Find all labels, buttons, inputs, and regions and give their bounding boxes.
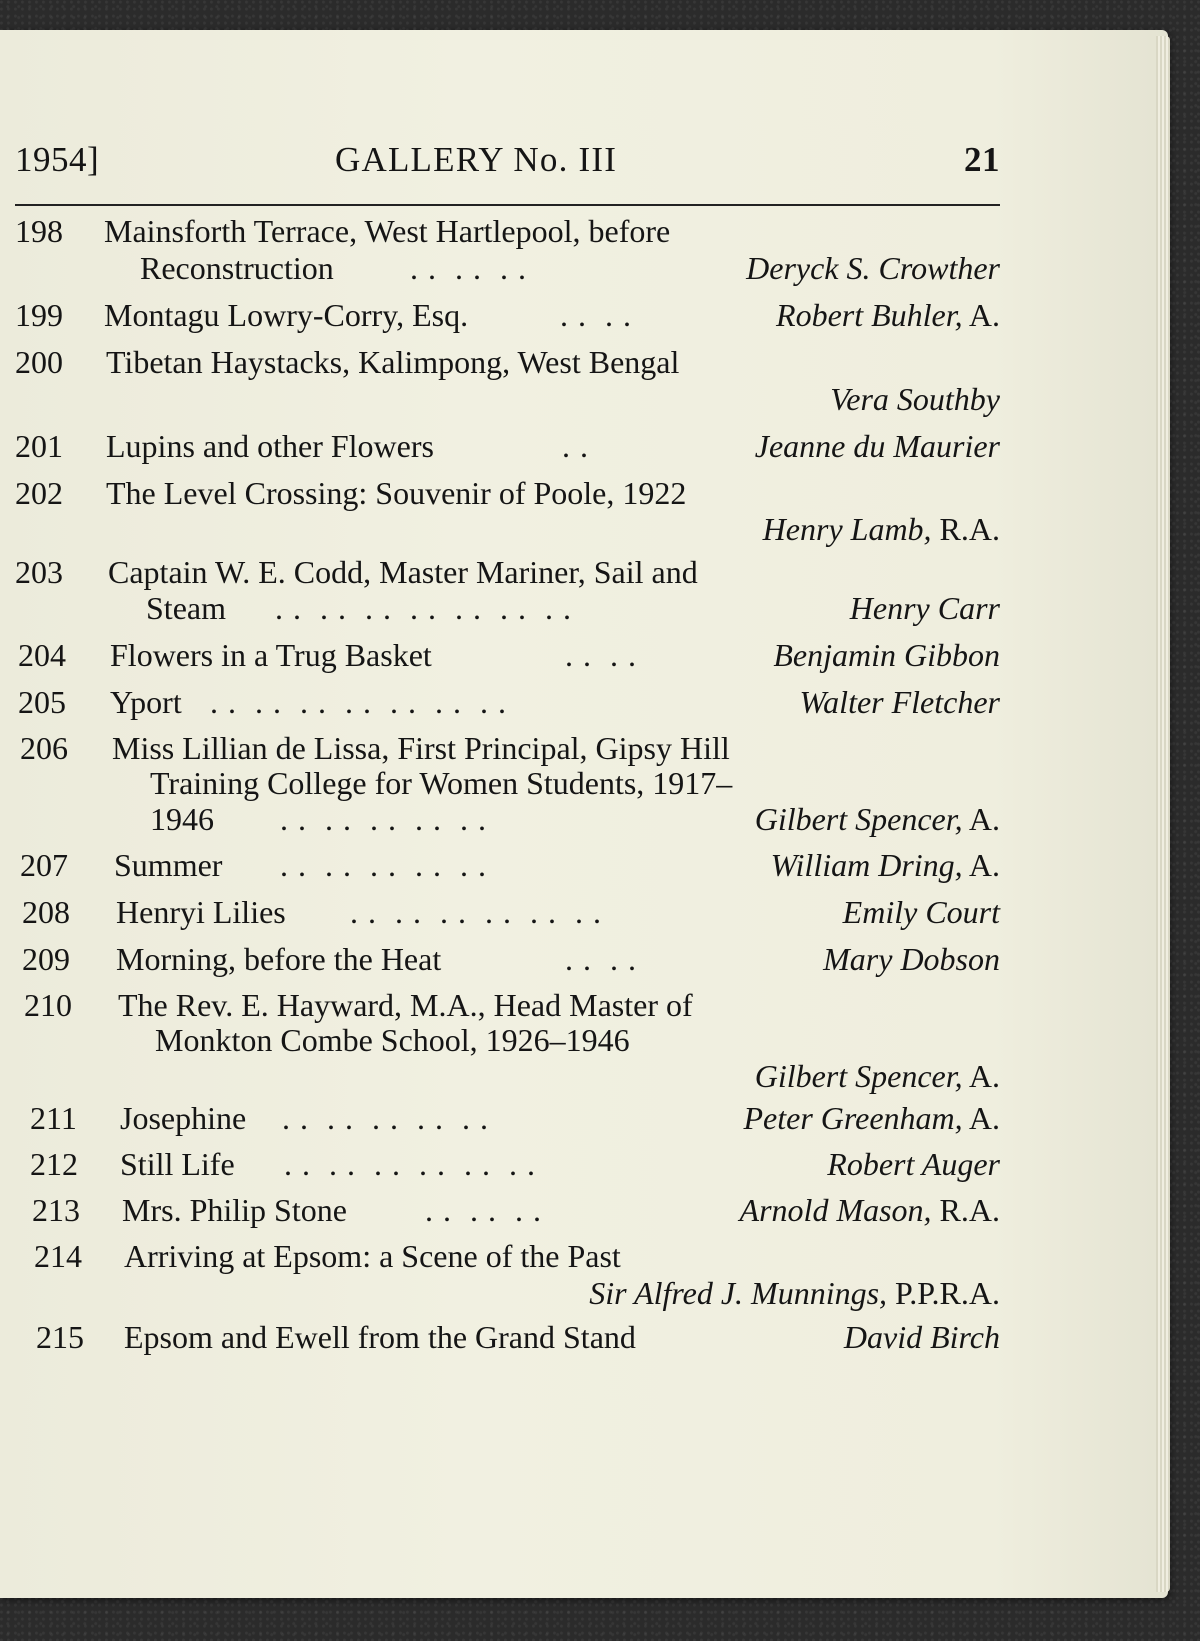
header-year: 1954]	[15, 140, 100, 179]
entry-title-continued: Training College for Women Students, 1917–	[150, 765, 733, 801]
entry-artist: Emily Court	[842, 894, 1000, 930]
page-number: 21	[964, 140, 1000, 179]
entry-title: Flowers in a Trug Basket	[110, 637, 432, 673]
entry-title: Epsom and Ewell from the Grand Stand	[124, 1319, 636, 1355]
entry-number: 204	[18, 637, 66, 673]
entry-honor: A.	[968, 1100, 1000, 1136]
page-title: GALLERY No. III	[335, 140, 618, 179]
leader-dots: . . . . . . . . . . . .	[350, 894, 602, 930]
entry-artist-line	[400, 1274, 1000, 1312]
entry-artist-line	[600, 1099, 1000, 1137]
entry-artist-line	[600, 296, 1000, 334]
entry-title: Josephine	[120, 1100, 247, 1136]
leader-dots: . . . . . . . . . .	[282, 1100, 489, 1136]
entry-artist: Gilbert Spencer,	[754, 801, 963, 837]
entry-honor: A.	[968, 297, 1000, 333]
entry-artist: Henry Carr	[849, 590, 1000, 626]
entry-artist-line	[600, 510, 1000, 548]
entry-title: Lupins and other Flowers	[106, 428, 434, 464]
entry-number: 198	[15, 213, 63, 249]
entry-honor: A.	[968, 801, 1000, 837]
entry-title: Mrs. Philip Stone	[122, 1192, 347, 1228]
entry-number: 212	[30, 1146, 78, 1182]
entry-artist: William Dring,	[770, 847, 963, 883]
entry-number: 205	[18, 684, 66, 720]
entry-number: 209	[22, 941, 70, 977]
entry-artist: Walter Fletcher	[799, 684, 1000, 720]
entry-number: 210	[24, 987, 72, 1023]
leader-dots: . . . . . . . . . . . . . .	[210, 684, 507, 720]
entry-number: 200	[15, 344, 63, 380]
entry-artist: Vera Southby	[830, 381, 1000, 417]
entry-title-continued: Reconstruction	[140, 250, 334, 286]
entry-title: Still Life	[120, 1146, 235, 1182]
entry-title: Montagu Lowry-Corry, Esq.	[104, 297, 469, 333]
entry-title-continued: Monkton Combe School, 1926–1946	[155, 1022, 630, 1058]
entry-artist: Robert Auger	[827, 1146, 1000, 1182]
leader-dots: . . . .	[565, 941, 637, 977]
leader-dots: . . . .	[560, 297, 632, 333]
entry-artist: Sir Alfred J. Munnings,	[589, 1275, 888, 1311]
leader-dots: . . . . . .	[410, 250, 527, 286]
entry-artist: Arnold Mason,	[739, 1192, 932, 1228]
entry-artist-line	[600, 1057, 1000, 1095]
entry-number: 203	[15, 554, 63, 590]
leader-dots: . . . . . . . . . .	[280, 847, 487, 883]
entry-number: 208	[22, 894, 70, 930]
entry-title-continued: Steam	[146, 590, 226, 626]
entry-artist: Peter Greenham,	[743, 1100, 963, 1136]
leader-dots: . . . . . . . . . . . .	[284, 1146, 536, 1182]
entry-title: Henryi Lilies	[116, 894, 286, 930]
entry-title: Yport	[110, 684, 182, 720]
entry-artist: Deryck S. Crowther	[746, 250, 1000, 286]
entry-number: 206	[20, 730, 68, 766]
leader-dots: . . . .	[565, 637, 637, 673]
entry-title-continued: 1946	[150, 801, 214, 837]
entry-title: Summer	[114, 847, 223, 883]
leader-dots: . . . . . . . . . .	[280, 801, 487, 837]
entry-honor: A.	[968, 1058, 1000, 1094]
entry-number: 213	[32, 1192, 80, 1228]
entry-artist-line	[600, 800, 1000, 838]
entry-number: 201	[15, 428, 63, 464]
entry-number: 202	[15, 475, 63, 511]
entry-title: The Level Crossing: Souvenir of Poole, 1922	[106, 475, 687, 511]
entry-title: Morning, before the Heat	[116, 941, 442, 977]
entry-number: 211	[30, 1100, 77, 1136]
entry-honor: A.	[968, 847, 1000, 883]
entry-title: Captain W. E. Codd, Master Mariner, Sail and	[108, 554, 698, 590]
entry-number: 199	[15, 297, 63, 333]
entry-artist: Robert Buhler,	[776, 297, 963, 333]
entry-number: 207	[20, 847, 68, 883]
entry-artist: Gilbert Spencer,	[754, 1058, 963, 1094]
entry-honor: R.A.	[939, 1192, 1000, 1228]
entry-number: 215	[36, 1319, 84, 1355]
entry-artist: Jeanne du Maurier	[754, 428, 1000, 464]
entry-artist-line	[600, 1191, 1000, 1229]
entry-honor: R.A.	[939, 511, 1000, 547]
leader-dots: . . . . . .	[425, 1192, 542, 1228]
entry-title: Tibetan Haystacks, Kalimpong, West Bengal	[106, 344, 680, 380]
entry-artist: Henry Lamb,	[762, 511, 932, 547]
leader-dots: . . . . . . . . . . . . . .	[275, 590, 572, 626]
entry-title: Arriving at Epsom: a Scene of the Past	[124, 1238, 621, 1274]
leader-dots: . .	[562, 428, 589, 464]
entry-artist: Mary Dobson	[823, 941, 1000, 977]
entry-title: Mainsforth Terrace, West Hartlepool, before	[104, 213, 671, 249]
entry-artist: David Birch	[843, 1319, 1000, 1355]
entry-title: The Rev. E. Hayward, M.A., Head Master of	[118, 987, 693, 1023]
entry-number: 214	[34, 1238, 82, 1274]
entry-title: Miss Lillian de Lissa, First Principal, Gipsy Hill	[112, 730, 730, 766]
entry-honor: P.P.R.A.	[895, 1275, 1000, 1311]
entry-artist: Benjamin Gibbon	[773, 637, 1000, 673]
entry-artist-line	[600, 846, 1000, 884]
